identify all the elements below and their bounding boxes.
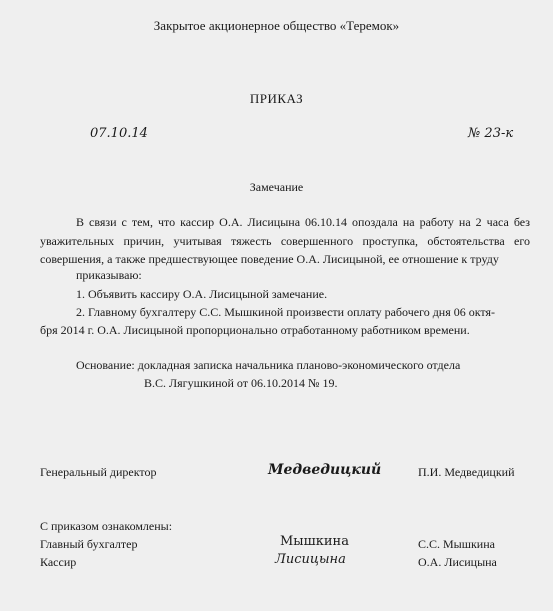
director-title: Генеральный директор — [40, 465, 157, 479]
basis-line-1: Основание: докладная записка начальника планово-экономического отдела — [76, 358, 461, 372]
document-type: ПРИКАЗ — [249, 91, 304, 106]
order-date: 07.10.14 — [90, 126, 148, 141]
acquainted-name-1: С.С. Мышкина — [418, 537, 495, 551]
order-number: № 23-к — [468, 126, 514, 141]
order-verb: приказываю: — [76, 268, 142, 282]
order-item-1: 1. Объявить кассиру О.А. Лисицыной замечание. — [76, 287, 328, 301]
order-item-2-cont: бря 2014 г. О.А. Лисицыной пропорционально отработанному работником времени. — [40, 323, 470, 337]
director-signature: Медведицкий — [268, 462, 382, 478]
acquainted-signature-2: Лисицына — [275, 552, 346, 567]
acquainted-title-1: Главный бухгалтер — [40, 537, 138, 551]
company-name: Закрытое акционерное общество «Теремок» — [153, 18, 400, 33]
acquainted-heading: С приказом ознакомлены: — [40, 519, 173, 533]
acquainted-signature-1: Мышкина — [280, 534, 349, 549]
acquainted-title-2: Кассир — [40, 555, 77, 569]
order-preamble: В связи с тем, что кассир О.А. Лисицына 06.10.14 опоздала на работу на 2 часа без уважительных причин, учитывая тяжесть совершенного проступка, обстоятельства его совершения, а также предшествующее поведение О.А. Лисицыной, ее отношение к труду — [40, 215, 530, 266]
director-name: П.И. Медведицкий — [418, 465, 515, 479]
order-item-2: 2. Главному бухгалтеру С.С. Мышкиной произвести оплату рабочего дня 06 октя- — [76, 305, 496, 319]
order-subject: Замечание — [249, 180, 304, 194]
basis-line-2: В.С. Лягушкиной от 06.10.2014 № 19. — [144, 376, 338, 390]
acquainted-name-2: О.А. Лисицына — [418, 555, 497, 569]
